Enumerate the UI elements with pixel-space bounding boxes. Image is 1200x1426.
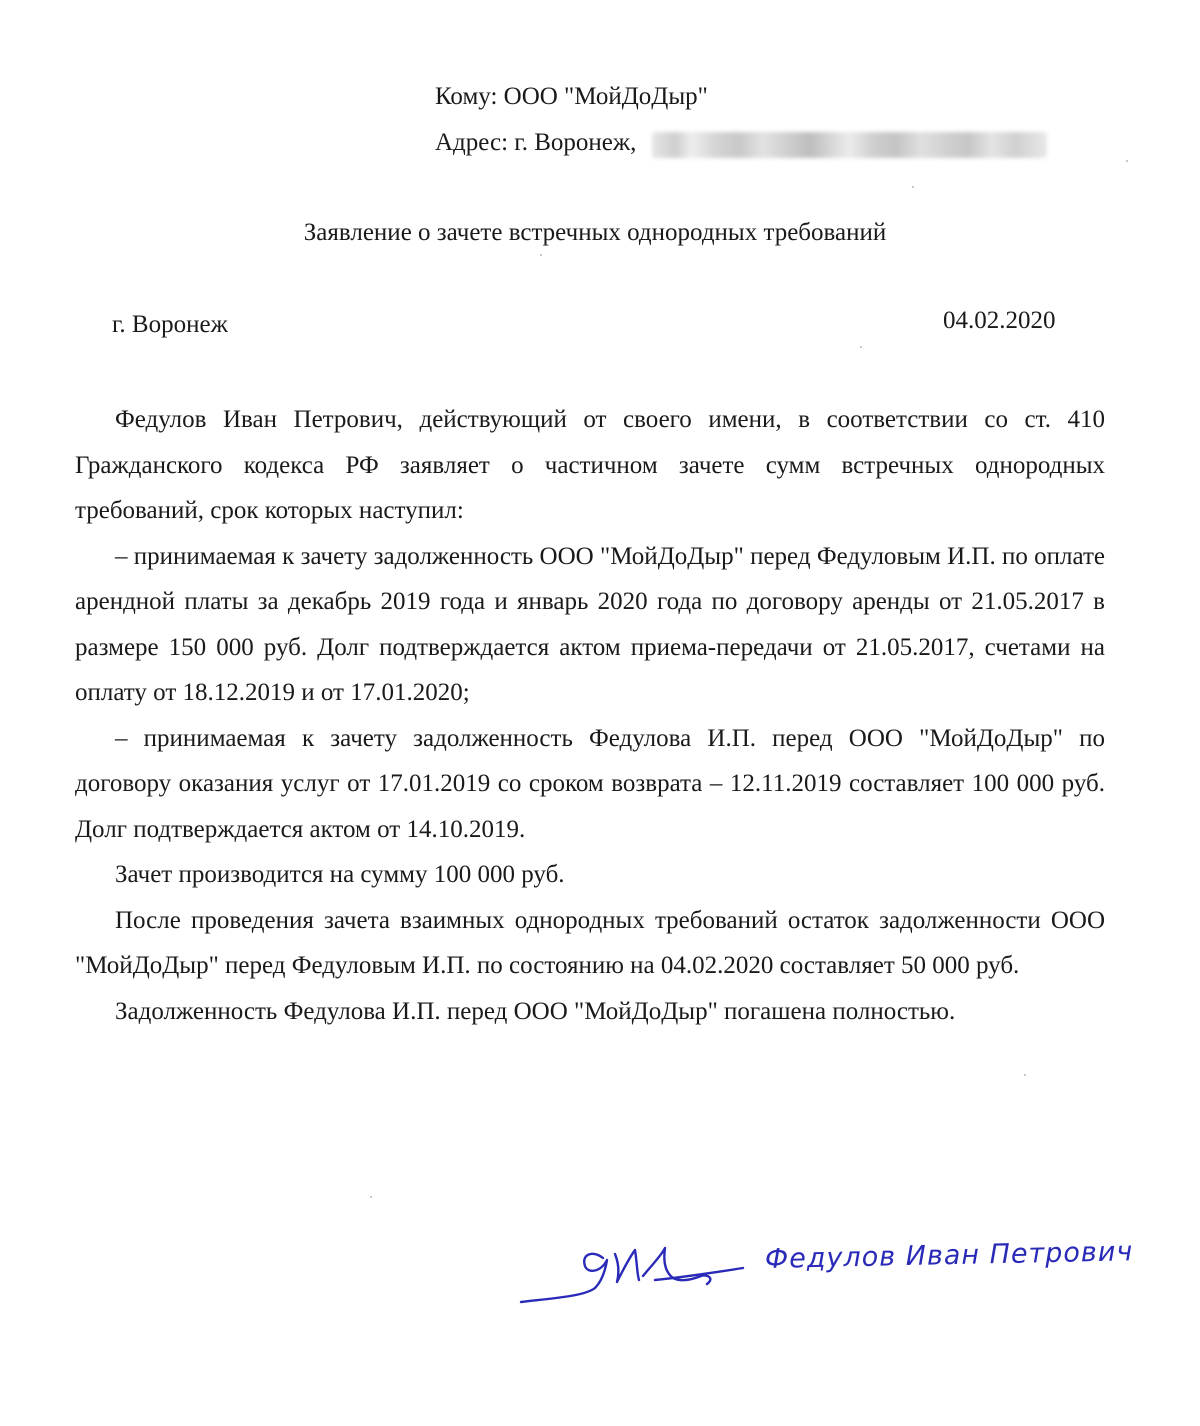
scan-speck: [912, 186, 914, 188]
body-paragraph-claim-1: – принимаемая к зачету задолженность ООО "МойДоДыр" перед Федуловым И.П. по оплате арендной платы за декабрь 2019 года и январь 2020 года по договору аренды от 21.05.2017 в размере 150 000 руб. Долг подтверждается актом приема-передачи от 21.05.2017, счетами на оплату от 18.12.2019 и от 17.01.2020;: [75, 542, 1105, 706]
place-of-issue: г. Воронеж: [112, 311, 228, 338]
body-paragraph-claim-2: – принимаемая к зачету задолженность Федулова И.П. перед ООО "МойДоДыр" по договору оказания услуг от 17.01.2019 со сроком возврата – 12.11.2019 составляет 100 000 руб. Долг подтверждается актом от 14.10.2019.: [75, 724, 1105, 843]
scan-speck: [540, 254, 542, 256]
scan-speck: [1024, 1074, 1026, 1076]
scan-speck: [860, 346, 862, 348]
redacted-address-block: [652, 132, 1047, 158]
addressee-address: Адрес: г. Воронеж,: [435, 129, 637, 156]
handwritten-signatory-name: Федулов Иван Петрович: [764, 1236, 1134, 1275]
document-title: Заявление о зачете встречных однородных требований: [303, 219, 887, 246]
document-date: 04.02.2020: [943, 307, 1056, 334]
scan-speck: [370, 1196, 372, 1198]
body-paragraph-debt-repaid: Задолженность Федулова И.П. перед ООО "МойДоДыр" погашена полностью.: [115, 997, 956, 1025]
body-paragraph-remaining-debt: После проведения зачета взаимных однородных требований остаток задолженности ООО "МойДоДыр" перед Федуловым И.П. по состоянию на 04.02.2020 составляет 50 000 руб.: [75, 906, 1105, 979]
handwritten-signature-mark: [515, 1236, 750, 1306]
document-body: [75, 397, 1105, 1034]
addressee-recipient: Кому: ООО "МойДоДыр": [435, 83, 708, 110]
scan-speck: [1126, 160, 1128, 162]
body-paragraph-offset-amount: Зачет производится на сумму 100 000 руб.: [115, 861, 565, 888]
body-paragraph-intro: Федулов Иван Петрович, действующий от своего имени, в соответствии со ст. 410 Гражданского кодекса РФ заявляет о частичном зачете сумм встречных однородных требований, срок которых наступил:: [75, 406, 1105, 524]
